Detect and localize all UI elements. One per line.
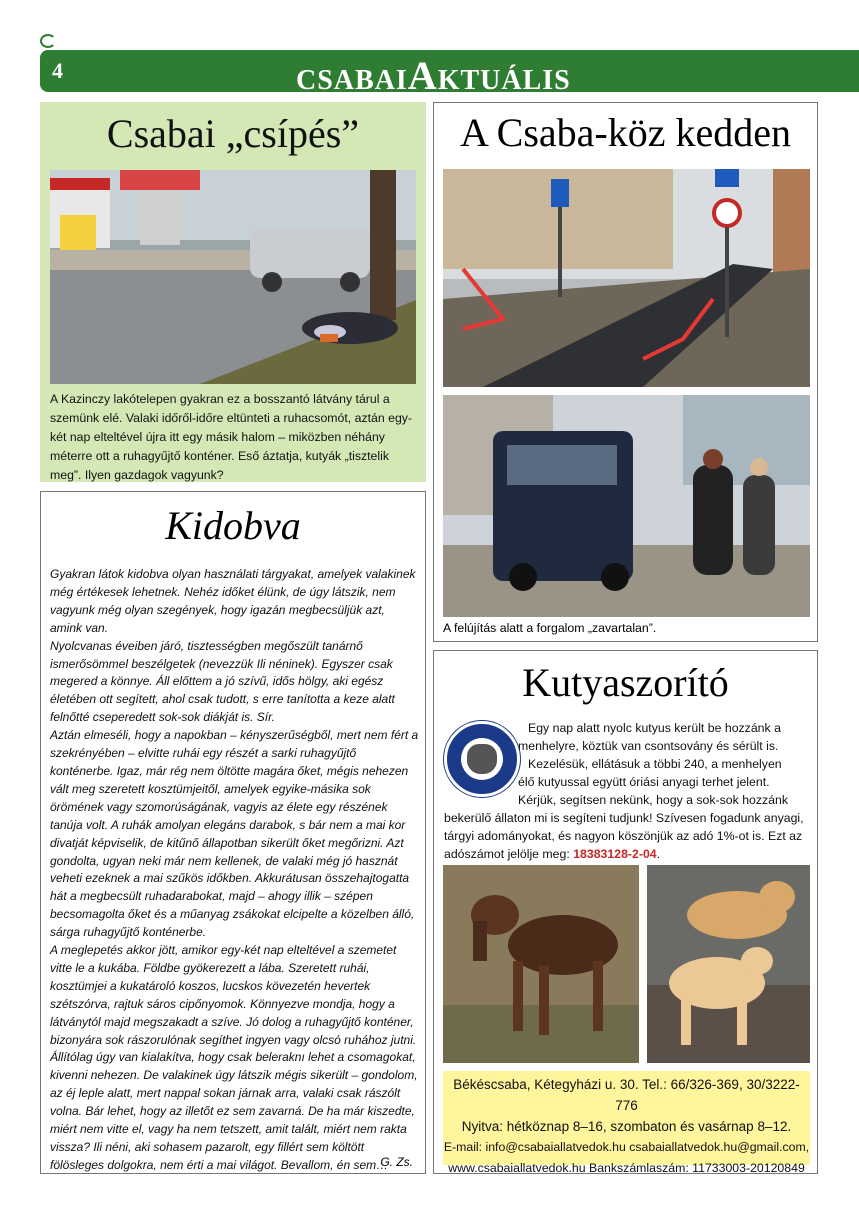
contact-web-bank[interactable]: www.csabaiallatvedok.hu Bankszámlaszám: 11733003-20120849 (448, 1161, 805, 1175)
photo-caption: A felújítás alatt a forgalom „zavartalan”. (443, 621, 657, 635)
photo-street-works (443, 169, 810, 387)
body-line: Egy nap alatt nyolc kutyus került be hozzánk a (528, 721, 781, 735)
section-title-initial: A (407, 53, 438, 98)
article-body (444, 719, 812, 863)
body-line: Kezelésük, ellátásuk a többi 240, a menhelyen (528, 757, 782, 771)
article-body: Gyakran látok kidobva olyan használati tárgyakat, amelyek valakinek még értékesek lehetnek. Nehéz időket élünk, de úgy látszik, nem vagyunk még olyan szegények, hogy igazán megbecsüljük azt, amink van. Nyolcvanas éveiben járó, tisztességben megőszült tanárnő ismerősömmel beszélgetek (nevezzük Ili néninek). Egyszer csak megered a könnye. Áll előttem a jó szívű, idős hölgy, aki egész életében ott segített, ahol csak tudott, s erre tanította a keze alatt felnőtté cseperedett sok-sok diákját is. Sír. Aztán elmeséli, hogy a napokban – kényszerűségből, mert nem fért a szekrényében – elvitte ruhái egy részét a sarki ruhagyűjtő konténerbe. Igaz, már rég nem öltötte magára őket, mégis nehezen vált meg szeretett kosztümjeitől, amelyek egyike-másika sok örömének vagy szomorúságának, vagyis az élete egy részének tanúja volt. A ruhák amolyan elegáns darabok, s bár nem a mai kor divatját képviselik, de kitűnő állapotban sikerült őket megőrizni. Azt gondolta, ugyan neki már nem kellenek, de valaki még jó hasznát veheti ezeknek a mai szűkös időkben. Akkurátusan összehajtogatta hát a megbecsült ruhadarabokat, majd – ahogy illik – szépen becsomagolta őket és a műanyag zsákokat elcipelte a közelben álló, sárga ruhagyűjtő konténerbe. A meglepetés akkor jött, amikor egy-két nap elteltével a szemetet vitte le a kukába. Földbe gyökerezett a lába. Szeretett ruhái, kosztümjei a kukatároló koszos, lucskos kövezetén hevertek szétszórva, rajtuk sáros cipőnyomok. Könnyezve mondja, hogy a látványtól majd megszakadt a szíve. Jó dolog a ruhagyűjtő konténer, bizonyára sok rászorulónak segíthet ingyen vagy olcsó ruhához jutni. Állítólag úgy van kialakítva, hogy csak beleraknı lehet a csomagokat, kivenni nehezen. De valakinek úgy látszik mégis sikerült – gondolom, az éj leple alatt, mert nappal sokan járnak arra, valaki csak rászólt volna. Bár lehet, hogy az illetőt ez sem zavarná. De ha már kiszedte, miért nem vitte el, vagy ha nem tetszett, amit talált, miért nem rakta vissza? Ili néni, aki sohasem pazarolt, egy fillért sem költött fölösleges dolgokra, nem érti a mai világot. Bevallom, én sem… (50, 567, 419, 1172)
photo-golden-dogs (647, 865, 810, 1063)
section-title (296, 52, 571, 99)
article-title: Kidobva (165, 503, 301, 548)
body-line: menhelyre, köztük van csontsovány és sérült is. (518, 739, 779, 753)
contact-email[interactable]: E-mail: info@csabaiallatvedok.hu csabaiallatvedok.hu@gmail.com, (443, 1140, 810, 1154)
contact-box (443, 1071, 810, 1175)
header-bar (40, 50, 859, 98)
photo-van-pedestrians (443, 395, 810, 617)
section-title-rest: KTUÁLIS (437, 65, 571, 96)
tax-number: 18383128-2-04 (573, 847, 657, 861)
photo-caption: A Kazinczy lakótelepen gyakran ez a bosszantó látvány tárul a szemünk elé. Valaki időről-időre eltünteti a ruhacsomót, aztán egy-két nap elteltével újra itt egy másik halom – miközben néhány méterre ott a ruhagyűjtő konténer. Eső áztatja, kutyák „tisztelik meg”. Ilyen gazdagok vagyunk? (50, 392, 413, 482)
section-title-part1: CSABAI (296, 65, 408, 96)
logo-swirl-icon (40, 34, 56, 48)
article-title: Kutyaszorító (522, 660, 729, 705)
article-csabakoz (433, 102, 818, 642)
article-kidobva (40, 491, 426, 1174)
opening-hours: Nyitva: hétköznap 8–16, szombaton és vasárnap 8–12. (461, 1119, 792, 1134)
body-paragraph: Kérjük, segítsen nekünk, hogy a sok-sok hozzánk bekerülő állaton mi is segíteni tudjunk! Szívesen fogadunk anyagi, tárgyi adományokat, és nagyon köszönjük az adó 1%-ot is. Ezt az adószámot jelölje meg: (444, 793, 804, 861)
article-csipes (40, 102, 426, 482)
body-line: élő kutyussal együtt óriási anyagi terhet jelent. (518, 775, 770, 789)
article-kutyaszorito (433, 650, 818, 1174)
photo-clothes-pile (50, 170, 416, 384)
article-title: A Csaba-köz kedden (459, 110, 791, 155)
period: . (656, 847, 661, 861)
contact-address: Békéscsaba, Kétegyházi u. 30. Tel.: 66/326-369, 30/3222-776 (453, 1077, 800, 1113)
author-signature: G. Zs. (380, 1155, 413, 1169)
page-number: 4 (52, 58, 63, 83)
photo-brown-dog (443, 865, 639, 1063)
article-title: Csabai „csípés” (106, 111, 360, 156)
